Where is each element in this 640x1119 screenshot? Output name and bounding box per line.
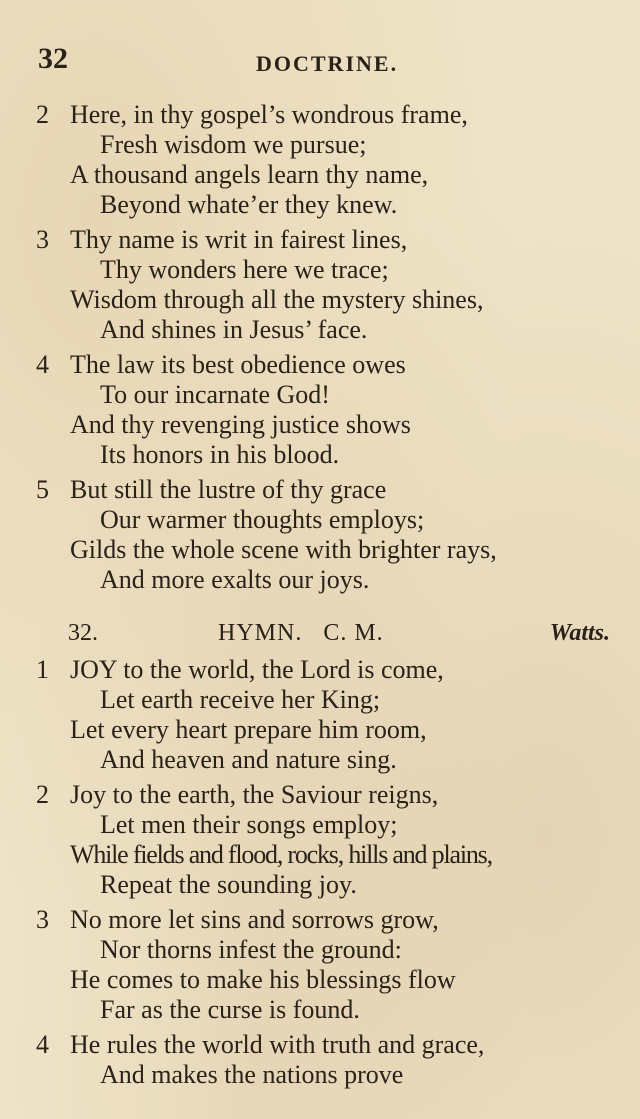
hymn-title: HYMN. C. M. [218,620,384,646]
verse-line: And more exalts our joys. [100,565,370,594]
verse-line: 1 JOY to the world, the Lord is come, [36,655,444,684]
verse-line: Let men their songs employ; [100,810,398,839]
stanza [0,780,640,900]
verse-line: 3 Thy name is writ in fairest lines, [36,225,408,254]
verse-line: 4 He rules the world with truth and grace, [36,1030,485,1059]
text-block [0,100,640,1095]
hymn-number: 32. [68,620,98,646]
verse-line: And heaven and nature sing. [100,745,397,774]
verse-line: He comes to make his blessings flow [70,965,456,994]
stanza-number: 4 [36,350,49,379]
stanza [0,225,640,345]
stanza-number: 3 [36,225,49,254]
verse-line: And makes the nations prove [100,1060,404,1089]
verse-line: Let every heart prepare him room, [70,715,427,744]
verse-line: Wisdom through all the mystery shines, [70,285,484,314]
stanza-number: 4 [36,1030,49,1059]
verse-line: Repeat the sounding joy. [100,870,357,899]
stanza-number: 1 [36,655,49,684]
verse-line: And shines in Jesus’ face. [100,315,368,344]
verse-line: 4 The law its best obedience owes [36,350,406,379]
verse-line: Let earth receive her King; [100,685,381,714]
stanza [0,350,640,470]
verse-line: Thy wonders here we trace; [100,255,389,284]
verse-line: Its honors in his blood. [100,440,340,469]
verse-line: While fields and flood, rocks, hills and plains, [70,840,492,869]
stanza-number: 2 [36,100,49,129]
hymn-header [0,613,640,653]
stanza-number: 2 [36,780,49,809]
stanza-number: 3 [36,905,49,934]
verse-line: Gilds the whole scene with brighter rays, [70,535,497,564]
stanza [0,655,640,775]
hymn-author: Watts. [549,620,610,646]
verse-line: Fresh wisdom we pursue; [100,130,367,159]
stanza-number: 5 [36,475,49,504]
verse-line: Our warmer thoughts employs; [100,505,425,534]
stanza [0,100,640,220]
verse-line: Far as the curse is found. [100,995,360,1024]
verse-line: Nor thorns infest the ground: [100,935,402,964]
running-head [38,42,610,82]
verse-line: To our incarnate God! [100,380,330,409]
verse-line: 2 Here, in thy gospel’s wondrous frame, [36,100,468,129]
stanza [0,1030,640,1090]
section-title: DOCTRINE. [256,51,399,76]
stanza [0,905,640,1025]
page-number: 32 [38,42,68,75]
verse-line: 2 Joy to the earth, the Saviour reigns, [36,780,439,809]
verse-line: 5 But still the lustre of thy grace [36,475,387,504]
verse-line: Beyond whate’er they knew. [100,190,398,219]
stanza [0,475,640,595]
verse-line: A thousand angels learn thy name, [70,160,429,189]
verse-line: And thy revenging justice shows [70,410,411,439]
verse-line: 3 No more let sins and sorrows grow, [36,905,439,934]
